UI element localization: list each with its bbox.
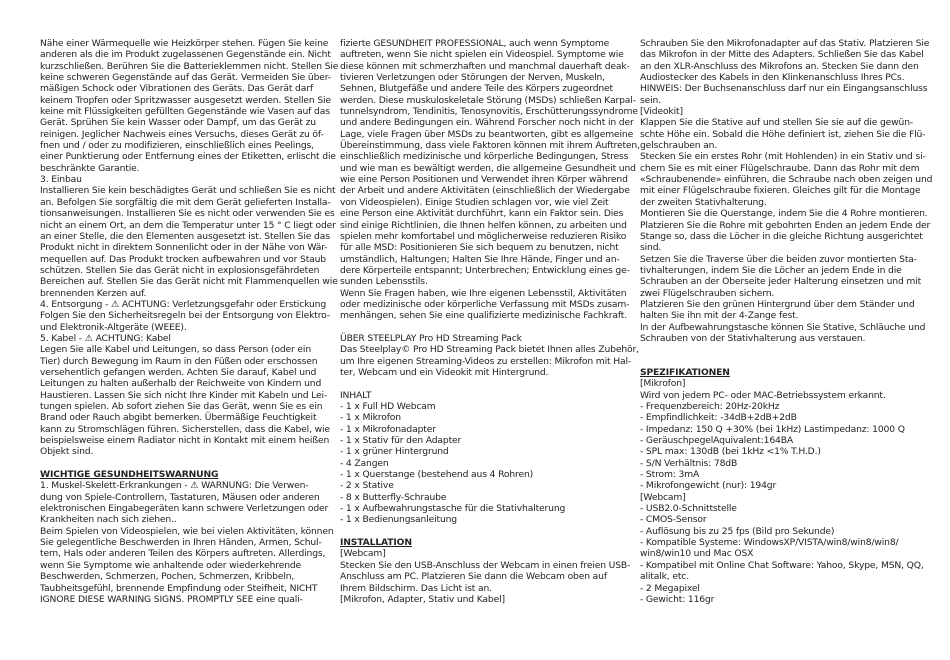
text-line: Wird von jedem PC- oder MAC-Betriebssystem erkannt. [640, 389, 886, 401]
text-line: und andere Bedingungen ein. Während Forscher noch nicht in der [340, 117, 634, 129]
text-line: - 1 x Bedienungsanleitung [340, 514, 457, 526]
text-line: - 1 x grüner Hintergrund [340, 446, 449, 458]
text-line: Schrauben an der Oberseite jeder Halterung einsetzen und mit [640, 276, 922, 288]
text-line: - Mikrofongewicht (nur): 194gr [640, 480, 777, 492]
text-line: Bereichen auf. Stellen Sie das Gerät nicht mit Flammenquellen wie [40, 276, 338, 288]
text-line: - USB2.0-Schnittstelle [640, 503, 737, 515]
text-line: anderen als die im Produkt zugelassenen Gegenstände ein. Nicht [40, 49, 331, 61]
text-line: sind. [640, 242, 662, 254]
text-line: Beim Spielen von Videospielen, wie bei vielen Aktivitäten, können [40, 525, 334, 537]
text-line: - CMOS-Sensor [640, 514, 707, 526]
text-line: beispielsweise einem Radiator nicht in Kontakt mit einem heißen [40, 435, 330, 447]
text-line: - 1 x Mikrofon [340, 412, 401, 424]
text-line: - 4 Zangen [340, 457, 389, 469]
text-line: 5. Kabel - ⚠ ACHTUNG: Kabel [40, 332, 171, 344]
text-line: Setzen Sie die Traverse über die beiden zuvor montierten Sta- [640, 253, 917, 265]
text-line: Sehnen, Blutgefäße und andere Teile des Körpers zugeordnet [340, 83, 614, 95]
text-line: Anschluss am PC. Platzieren Sie dann die Webcam oben auf [340, 571, 607, 583]
text-line: oder medizinische oder körperliche Verfassung mit MSDs zusam- [340, 298, 630, 310]
text-line: - Frequenzbereich: 20Hz-20kHz [640, 401, 780, 412]
text-line: das Mikrofon in der Mitte des Adapters. Schließen Sie das Kabel [640, 49, 924, 61]
text-line: Übereinstimmung, dass viele Faktoren können mit ihrem Auftreten, [340, 140, 640, 152]
text-line: Lage, viele Fragen über MSDs zu beantworten, gibt es allgemeine [340, 128, 634, 140]
text-line: Stecken Sie ein erstes Rohr (mit Hohlenden) in ein Stativ und si- [640, 151, 926, 163]
text-line: - 1 x Stativ für den Adapter [340, 435, 462, 447]
text-line: Leitungen zu halten außerhalb der Reichweite von Kindern und [40, 378, 322, 390]
text-line: menhängen, sehen Sie eine qualifizierte medizinische Fachkraft. [340, 310, 628, 322]
text-line: reinigen. Jeglicher Nachweis eines Versuchs, dieses Gerät zu öf- [40, 128, 324, 140]
text-line: wie eine Person Positionen und Verwendet ihren Körper während [340, 174, 628, 186]
text-line: [Webcam] [640, 491, 686, 503]
text-line: - 2 x Stative [340, 480, 394, 492]
blank-line [640, 344, 915, 355]
text-line: Haustieren. Lassen Sie sich nicht Ihre Kinder mit Kabeln und Lei- [40, 389, 328, 401]
text-line: - 2 Megapixel [640, 582, 700, 594]
text-line: der Arbeit und andere Aktivitäten (einschließlich der Wiedergabe [340, 185, 630, 197]
text-line: für alle MSD: Positionieren Sie sich bequem zu benutzen, nicht [340, 242, 619, 254]
blank-line [340, 526, 615, 537]
column-middle [340, 38, 640, 605]
text-line: brennenden Kerzen auf. [40, 287, 147, 299]
text-line: versehentlich gefangen werden. Achten Sie darauf, Kabel und [40, 366, 317, 378]
text-line: Schrauben von der Stativhalterung aus verstauen. [640, 332, 866, 344]
text-line: [Webcam] [340, 548, 386, 560]
text-line: werden. Diese muskuloskeletale Störung (MSDs) schließen Karpal- [340, 94, 636, 106]
text-line: Produkt nicht in direktem Sonnenlicht oder in der Nähe von Wär- [40, 242, 328, 254]
text-line: an den XLR-Anschluss des Mikrofons an. Stecken Sie dann den [640, 60, 919, 72]
text-line: - Empfindlichkeit: -34dB+2dB+2dB [640, 412, 797, 424]
text-line: Legen Sie alle Kabel und Leitungen, so dass Person (oder ein [40, 344, 312, 356]
text-line: Platzieren Sie die Rohre mit gebohrten Enden an jedem Ende der [640, 219, 931, 231]
text-line: Taubheitsgefühl, brennende Empfindung oder Steifheit, NICHT [40, 582, 318, 594]
text-line: [Videokit] [640, 106, 683, 118]
text-line: - Gewicht: 116gr [640, 593, 715, 605]
blank-line [640, 356, 915, 367]
text-line: wenn Sie Symptome wie anhaltende oder wiederkehrende [40, 559, 302, 571]
text-line: sunden Lebensstils. [340, 276, 428, 288]
text-line: nicht an einem Ort, an dem die Temperatur unter 15 ° C liegt oder [40, 219, 336, 231]
text-line: spielen mehr komfortabel und möglicherweise reduzieren Risiko [340, 230, 627, 242]
blank-line [340, 378, 615, 389]
text-line: Krankheiten nach sich ziehen.. [40, 514, 177, 526]
text-line: [Mikrofon, Adapter, Stativ und Kabel] [340, 593, 505, 605]
text-line: IGNORE DIESE WARNING SIGNS. PROMPTLY SEE eine quali- [40, 593, 303, 605]
blank-line [340, 322, 615, 333]
text-line: einer Punktierung oder Entfernung eines der Etiketten, erlischt die [40, 151, 336, 163]
text-line: tionsanweisungen. Installieren Sie es nicht oder verwenden Sie es [40, 208, 335, 220]
text-line: Schrauben Sie den Mikrofonadapter auf das Stativ. Platzieren Sie [640, 38, 930, 49]
text-line: Wenn Sie Fragen haben, wie Ihre eigenen Lebensstil, Aktivitäten [340, 287, 627, 299]
text-line: sein. [640, 94, 661, 106]
text-line: alitalk, etc. [640, 571, 689, 583]
text-line: INHALT [340, 389, 372, 401]
text-line: umständlich, Haltungen; Halten Sie Ihre Hände, Finger und an- [340, 253, 620, 265]
text-line: um Ihre eigenen Streaming-Videos zu erstellen: Mikrofon mit Hal- [340, 355, 632, 367]
text-line: Objekt sind. [40, 446, 94, 458]
text-line: keine schweren Gegenstände auf das Gerät. Vermeiden Sie über- [40, 72, 331, 84]
text-line: - Kompatible Systeme: WindowsXP/VISTA/win8/win8/win8/ [640, 537, 899, 549]
text-line: Klappen Sie die Stative auf und stellen Sie sie auf die gewün- [640, 117, 914, 129]
text-line: - 1 x Aufbewahrungstasche für die Stativhalterung [340, 503, 566, 515]
text-line: dere Körperteile entspannt; Unterbrechen; Entwicklung eines ge- [340, 264, 630, 276]
text-line: tunnelsyndrom, Tendinitis, Tenosynovitis, Erschütterungssyndrome [340, 106, 638, 118]
text-line: keinem Tropfen oder Spritzwasser ausgesetzt werden. Stellen Sie [40, 94, 331, 106]
text-line: Gerät. Sprühen Sie kein Wasser oder Dampf, um das Gerät zu [40, 117, 316, 129]
text-line: Installieren Sie kein beschädigtes Gerät und schließen Sie es nicht [40, 185, 336, 197]
text-line: - SPL max: 130dB (bei 1kHz <1% T.H.D.) [640, 446, 821, 458]
text-line: ÜBER STEELPLAY Pro HD Streaming Pack [340, 332, 522, 344]
text-line: auftreten, wenn Sie nicht spielen ein Videospiel. Symptome wie [340, 49, 624, 61]
text-line: eine Person eine Aktivität durchführt, kann ein Faktor sein. Dies [340, 208, 624, 220]
text-line: - S/N Verhältnis: 78dB [640, 457, 738, 469]
text-line: - 8 x Butterfly-Schraube [340, 491, 447, 503]
text-line: und wie man es bewältigt werden, die allgemeine Gesundheit und [340, 162, 636, 174]
text-line: an. Befolgen Sie sorgfältig die mit dem Gerät gelieferten Installa- [40, 196, 331, 208]
text-line: kurzschließen. Berühren Sie die Batterieklemmen nicht. Stellen Sie [40, 60, 339, 72]
text-line: tivieren Verletzungen oder Störungen der Nerven, Muskeln, [340, 72, 605, 84]
text-line: «Schraubenende» einführen, die Schraube nach oben zeigen und [640, 174, 933, 186]
text-line: dung von Spiele-Controllern, Tastaturen, Mäusen oder anderen [40, 491, 320, 503]
text-line: Tier) durch Bewegung im Raum in den Füßen oder erschossen [40, 355, 318, 367]
text-line: mequellen auf. Das Produkt trocken aufbewahren und vor Staub [40, 253, 326, 265]
text-line: Das Steelplay© Pro HD Streaming Pack bietet Ihnen alles Zubehör, [340, 344, 639, 356]
text-line: beschränkte Garantie. [40, 162, 140, 174]
text-line: 1. Muskel-Skelett-Erkrankungen - ⚠ WARNUNG: Die Verwen- [40, 480, 309, 492]
text-line: [Mikrofon] [640, 378, 686, 390]
text-line: zwei Flügelschrauben sichern. [640, 287, 775, 299]
text-line: - 1 x Querstange (bestehend aus 4 Rohren) [340, 469, 534, 481]
text-line: von Videospielen). Einige Studien schlagen vor, wie viel Zeit [340, 196, 609, 208]
column-left [40, 38, 339, 605]
text-line: tivhalterungen, indem Sie die Löcher an jedem Ende in die [640, 264, 902, 276]
text-line: gelschrauben an. [640, 140, 718, 152]
text-line: - Strom: 3mA [640, 469, 700, 481]
text-line: win8/win10 und Mac OSX [640, 548, 754, 560]
text-line: Audiostecker des Kabels in den Klinkenanschluss Ihres PCs. [640, 72, 905, 84]
text-line: kann zu Stromschlägen führen. Sicherstellen, dass die Kabel, wie [40, 423, 330, 435]
section-heading: WICHTIGE GESUNDHEITSWARNUNG [40, 469, 219, 481]
text-line: - Impedanz: 150 Q +30% (bei 1kHz) Lastimpedanz: 1000 Q [640, 423, 905, 435]
text-line: Brand oder Rauch abgibt bemerken. Übermäßige Feuchtigkeit [40, 412, 317, 424]
text-line: In der Aufbewahrungstasche können Sie Stative, Schläuche und [640, 321, 926, 333]
text-line: und Elektronik-Altgeräte (WEEE). [40, 321, 187, 333]
text-line: sind einige Richtlinien, die Ihnen helfen können, zu arbeiten und [340, 219, 627, 231]
text-line: HINWEIS: Der Buchsenanschluss darf nur ein Eingangsanschluss [640, 83, 928, 95]
text-line: diese können mit schmerzhaften und manchmal dauerhaft deak- [340, 60, 630, 72]
text-line: 3. Einbau [40, 174, 82, 186]
text-line: chern Sie es mit einer Flügelschraube. Dann das Rohr mit dem [640, 162, 920, 174]
text-line: Platzieren Sie den grünen Hintergrund über dem Ständer und [640, 298, 915, 310]
section-heading: INSTALLATION [340, 537, 412, 549]
text-line: Nähe einer Wärmequelle wie Heizkörper stehen. Fügen Sie keine [40, 38, 329, 49]
text-line: Stange so, dass die Löcher in die gleiche Richtung ausgerichtet [640, 230, 923, 242]
text-line: an einer Stelle, die den Elementen ausgesetzt ist. Stellen Sie das [40, 230, 330, 242]
text-line: Sie gelegentliche Beschwerden in Ihren Händen, Armen, Schul- [40, 537, 322, 549]
column-right [640, 38, 933, 605]
text-line: mäßigen Schock oder Vibrationen des Geräts. Das Gerät darf [40, 83, 313, 95]
text-line: Ihrem Bildschirm. Das Licht ist an. [340, 582, 492, 594]
text-line: Beschwerden, Schmerzen, Pochen, Schmerzen, Kribbeln, [40, 571, 295, 583]
section-heading: SPEZIFIKATIONEN [640, 366, 730, 378]
text-line: Folgen Sie den Sicherheitsregeln bei der Entsorgung von Elektro- [40, 310, 330, 322]
text-line: keine mit Flüssigkeiten gefüllten Gegenstände wie Vasen auf das [40, 106, 330, 118]
blank-line [40, 458, 315, 469]
text-line: 4. Entsorgung - ⚠ ACHTUNG: Verletzungsgefahr oder Erstickung [40, 298, 327, 310]
text-line: - Auflösung bis zu 25 fps (Bild pro Sekunde) [640, 525, 835, 537]
text-line: - Kompatibel mit Online Chat Software: Yahoo, Skype, MSN, QQ, [640, 559, 924, 571]
text-line: schützen. Stellen Sie das Gerät nicht in explosionsgefährdeten [40, 264, 320, 276]
text-line: halten Sie ihn mit der 4-Zange fest. [640, 310, 799, 322]
text-line: elektronischen Eingabegeräten kann schwere Verletzungen oder [40, 503, 329, 515]
text-line: fizierte GESUNDHEIT PROFESSIONAL, auch wenn Symptome [340, 38, 610, 49]
text-line: - 1 x Full HD Webcam [340, 401, 436, 412]
text-line: ter, Webcam und ein Videokit mit Hintergrund. [340, 366, 549, 378]
text-line: schte Höhe ein. Sobald die Höhe definiert ist, ziehen Sie die Flü- [640, 128, 926, 140]
text-line: tern, Hals oder anderen Teilen des Körpers auftreten. Allerdings, [40, 548, 326, 560]
text-line: - 1 x Mikrofonadapter [340, 423, 436, 435]
text-line: mit einer Flügelschraube fixieren. Gleiches gilt für die Montage [640, 185, 921, 197]
text-line: tungen spielen. Ab sofort ziehen Sie das Gerät, wenn Sie es ein [40, 401, 323, 412]
text-line: fnen und / oder zu modifizieren, einschließlich eines Peelings, [40, 140, 314, 152]
text-line: einschließlich medizinische und körperliche Bedingungen, Stress [340, 151, 629, 163]
text-line: der zweiten Stativhalterung. [640, 196, 767, 208]
text-line: - GeräuschpegelAquivalent:164BA [640, 435, 794, 447]
text-line: Montieren Sie die Querstange, indem Sie die 4 Rohre montieren. [640, 208, 928, 220]
text-line: Stecken Sie den USB-Anschluss der Webcam in einen freien USB- [340, 559, 631, 571]
